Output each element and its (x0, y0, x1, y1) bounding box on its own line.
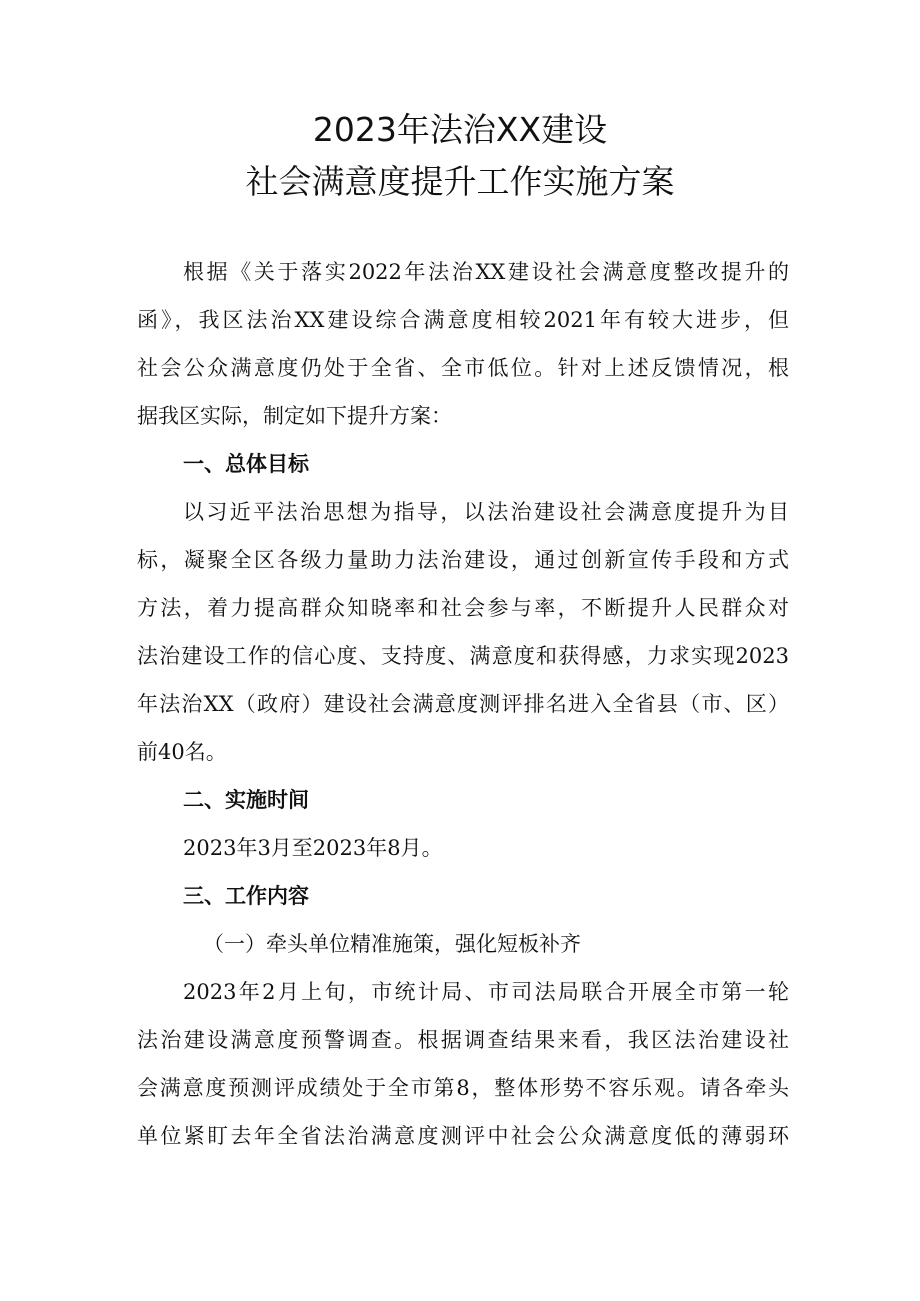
schedule-text: 2023年3月至2023年8月。 (183, 836, 443, 860)
document-body (137, 248, 789, 1160)
goals-line: 方法，着力提高群众知晓率和社会参与率，不断提升人民群众对 (137, 596, 789, 620)
intro-line: 社会公众满意度仍处于全省、全市低位。针对上述反馈情况，根 (137, 356, 789, 380)
content-line: 2023年2月上旬，市统计局、市司法局联合开展全市第一轮 (183, 980, 789, 1004)
intro-line: 函》，我区法治XX建设综合满意度相较2021年有较大进步，但 (137, 308, 789, 332)
document-title-line-1: 2023年法治XX建设 (312, 110, 608, 149)
content-line: 法治建设满意度预警调查。根据调查结果来看，我区法治建设社 (137, 1028, 789, 1052)
document-title-line-2: 社会满意度提升工作实施方案 (245, 162, 675, 201)
content-line: 单位紧盯去年全省法治满意度测评中社会公众满意度低的薄弱环 (137, 1124, 789, 1148)
goals-line: 年法治XX（政府）建设社会满意度测评排名进入全省县（市、区） (137, 692, 789, 716)
section-heading-content: 三、工作内容 (183, 884, 309, 908)
intro-line: 根据《关于落实2022年法治XX建设社会满意度整改提升的 (183, 260, 789, 284)
content-line: 会满意度预测评成绩处于全市第8，整体形势不容乐观。请各牵头 (137, 1076, 789, 1100)
goals-line: 以习近平法治思想为指导，以法治建设社会满意度提升为目 (183, 500, 789, 524)
section-heading-schedule: 二、实施时间 (183, 788, 309, 812)
section-heading-goals: 一、总体目标 (183, 452, 309, 476)
goals-line: 前40名。 (137, 740, 227, 764)
intro-line: 据我区实际，制定如下提升方案： (137, 404, 452, 428)
goals-line: 法治建设工作的信心度、支持度、满意度和获得感，力求实现2023 (137, 644, 789, 668)
goals-line: 标，凝聚全区各级力量助力法治建设，通过创新宣传手段和方式 (137, 548, 789, 572)
subsection-heading: （一）牵头单位精准施策，强化短板补齐 (203, 932, 581, 956)
